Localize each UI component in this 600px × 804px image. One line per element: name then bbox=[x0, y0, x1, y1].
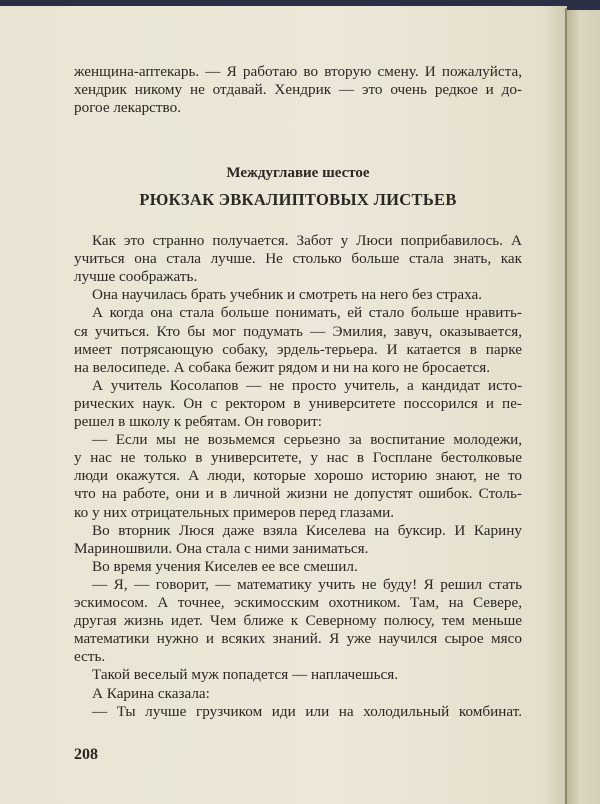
chapter-title: РЮКЗАК ЭВКАЛИПТОВЫХ ЛИСТЬЕВ bbox=[139, 190, 457, 209]
text-line: Во время учения Киселев ее все смешил. bbox=[92, 557, 358, 575]
text-line: — Если мы не возьмемся серьезно за воспитание молодежи, bbox=[92, 431, 522, 449]
text-line: рогое лекарство. bbox=[74, 99, 181, 116]
text-line: А Карина сказала: bbox=[92, 684, 210, 702]
text-line: эскимосом. А точнее, эскимосским охотником. Там, на Севере, bbox=[74, 594, 522, 611]
text-line: Она научилась брать учебник и смотреть на него без страха. bbox=[92, 286, 483, 304]
text-line: есть. bbox=[74, 648, 106, 666]
text-line: Как это странно получается. Забот у Люси поприбавилось. А bbox=[92, 232, 522, 249]
page-number: 208 bbox=[74, 746, 98, 763]
text-line: другая жизнь идет. Чем ближе к Северному полюсу, тем меньше bbox=[74, 612, 522, 630]
text-line: хендрик никому не отдавай. Хендрик — это очень редкое и до- bbox=[74, 81, 522, 98]
text-line: на велосипеде. А собака бежит рядом и ни на кого не бросается. bbox=[74, 358, 491, 376]
text-line: математики нужно и всяких знаний. Я уже научился сырое мясо bbox=[74, 630, 522, 648]
text-line: учиться она стала лучше. Не столько больше стала знать, как bbox=[74, 250, 522, 268]
text-line: — Я, — говорит, — математику учить не буду! Я решил стать bbox=[92, 575, 522, 593]
text-line: что на работе, они и в личной жизни не допустят ошибок. Столь- bbox=[74, 485, 522, 503]
text-line: Во вторник Люся даже взяла Киселева на буксир. И Карину bbox=[92, 521, 522, 539]
text-line: у нас не только в университете, у нас в Госплане бестолковые bbox=[74, 449, 522, 467]
text-line: ко у них отрицательных примеров перед глазами. bbox=[74, 503, 394, 521]
text-line: лучше соображать. bbox=[74, 268, 198, 286]
text-line: рических наук. Он с ректором в университете поссорился и пе- bbox=[74, 394, 522, 412]
text-line: имеет потрясающую собаку, эрдель-терьера. И катается в парке bbox=[74, 340, 522, 358]
text-line: А когда она стала больше понимать, ей стало больше нравить- bbox=[92, 304, 522, 322]
next-page-edge bbox=[567, 10, 600, 804]
text-line: женщина-аптекарь. — Я работаю во вторую смену. И пожалуйста, bbox=[74, 63, 522, 80]
text-line: Такой веселый муж попадется — наплачешься. bbox=[92, 666, 399, 684]
chapter-subtitle: Междуглавие шестое bbox=[226, 165, 370, 181]
text-line: ся учиться. Кто бы мог подумать — Эмилия, завуч, оказывается, bbox=[74, 322, 522, 340]
text-line: люди окажутся. А люди, которые хорошо историю знают, не то bbox=[74, 467, 522, 485]
text-line: решел в школу к ребятам. Он говорит: bbox=[74, 413, 322, 430]
text-line: А учитель Косолапов — не просто учитель, а кандидат исто- bbox=[92, 376, 522, 394]
text-line: — Ты лучше грузчиком иди или на холодильный комбинат. bbox=[92, 702, 522, 720]
text-line: Мариношвили. Она стала с ними заниматься. bbox=[74, 539, 369, 557]
